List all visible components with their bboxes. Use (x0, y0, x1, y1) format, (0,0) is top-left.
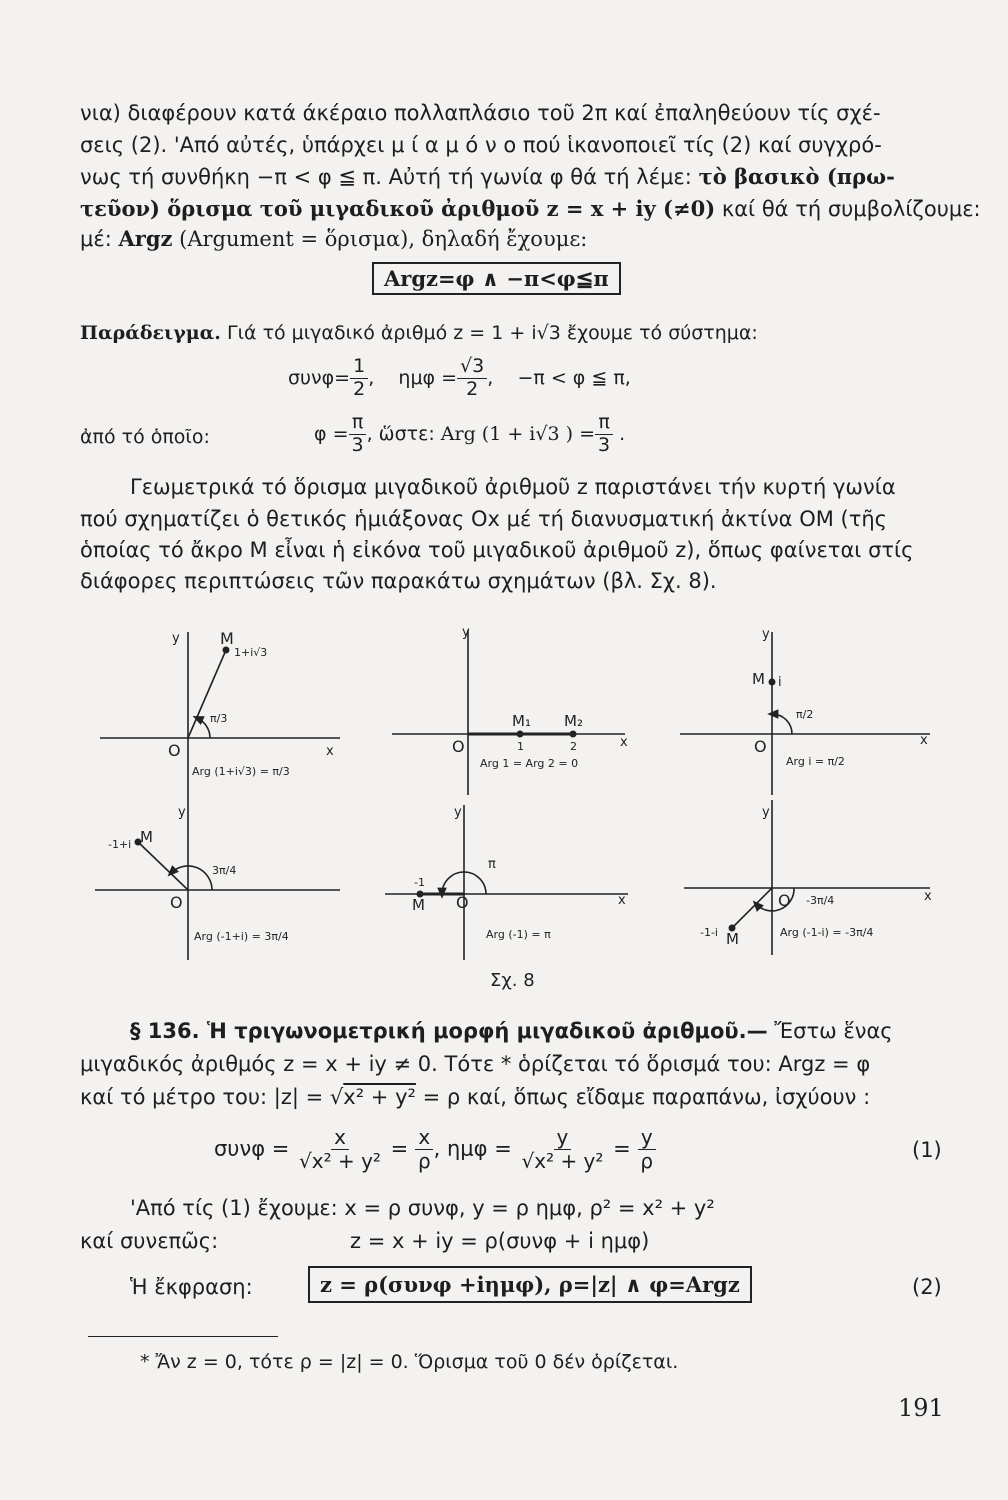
formula-1-tag: (1) (912, 1138, 942, 1162)
sin-fraction (457, 356, 487, 401)
definition-bold-1: τὸ βασικὸ (πρω- (698, 164, 895, 189)
example-label: Παράδειγμα. (80, 322, 221, 344)
arg-num: π (595, 412, 612, 435)
f-frac-3-den: √x² + y² (521, 1149, 604, 1173)
l3-radical: √ (329, 1085, 344, 1109)
section-line-5 (80, 1226, 218, 1256)
geo-line-4: διάφορες περιπτώσεις τῶν παρακάτω σχημάτων (βλ. Σχ. 8). (80, 569, 717, 593)
geo-line-3: ὁποίας τό ἄκρο M εἶναι ἡ εἰκόνα τοῦ μιγαδικοῦ ἀριθμοῦ z), ὅπως φαίνεται στίς (80, 538, 914, 562)
f5-y-label: y (454, 805, 462, 820)
f4-origin: O (170, 893, 183, 912)
phi-fraction (349, 412, 367, 457)
text-line-5 (80, 224, 587, 254)
f2-origin: O (452, 737, 465, 756)
phi-num: π (349, 412, 366, 435)
f-frac-2-num: x (415, 1126, 433, 1150)
f2-caption: Arg 1 = Arg 2 = 0 (480, 757, 579, 770)
figure-2 (392, 630, 625, 795)
f4-M-label: M (140, 828, 153, 846)
sin-lhs: ημφ = (398, 366, 458, 389)
cos-num: 1 (350, 356, 368, 379)
f1-caption: Arg (1+i√3) = π/3 (192, 765, 290, 778)
arg-den: 3 (598, 433, 611, 456)
f-frac-1 (296, 1126, 384, 1173)
f-frac-1-num: x (331, 1126, 349, 1150)
l3-c: = ρ καί, ὅπως εἴδαμε παραπάνω, ἰσχύουν : (415, 1085, 871, 1109)
f6-caption: Arg (-1-i) = -3π/4 (780, 926, 874, 939)
f5-x-label: x (618, 893, 626, 908)
f4-angle-label: 3π/4 (212, 864, 237, 877)
f5-M-label: M (412, 896, 425, 914)
figure-caption: Σχ. 8 (490, 970, 535, 991)
argz-symbol: Argz (118, 226, 173, 251)
text-line-1: νια) διαφέρουν κατά άκέραιο πολλαπλάσιο τοῦ 2π καί ἐπαληθεύουν τίς σχέ- (80, 101, 881, 125)
f4-angle-arc (171, 866, 212, 890)
text-line-4-b: καί θά τή συμβολίζουμε: (721, 197, 981, 221)
argz-definition-box: Argz=φ ∧ −π<φ≦π (372, 262, 621, 295)
sin-den: 2 (466, 377, 479, 400)
f2-point-M2 (570, 731, 577, 738)
f2-M1-label: M₁ (512, 712, 531, 730)
page-number: 191 (898, 1394, 944, 1422)
text-line-5-a: μέ: (80, 227, 112, 251)
l5-a: καί συνεπῶς: (80, 1229, 219, 1253)
f2-tick-1: 1 (517, 740, 524, 753)
phi-lhs: φ = (314, 422, 349, 445)
cos-fraction (350, 356, 368, 401)
f-frac-2 (415, 1126, 434, 1173)
example-text: Γιά τό μιγαδικό ἀριθμό z = 1 + i√3 ἔχουμε τό σύστημα: (226, 322, 758, 344)
section-heading-line (130, 1016, 893, 1046)
f2-y-label: y (462, 625, 470, 640)
phi-den: 3 (351, 433, 364, 456)
f-cos: συνφ = (214, 1136, 290, 1161)
l3-a: καί τό μέτρο του: |z| = (80, 1085, 330, 1109)
arg-fraction (595, 412, 613, 457)
f-frac-3 (518, 1126, 606, 1173)
f6-origin: O (778, 891, 791, 910)
f-frac-3-num: y (554, 1126, 572, 1150)
f4-z-label: -1+i (108, 838, 132, 851)
f1-x-label: x (326, 744, 334, 759)
f-frac-2-den: ρ (417, 1149, 431, 1173)
f4-radius (138, 842, 188, 890)
f1-M-label: M (220, 629, 234, 648)
f6-M-label: M (726, 930, 739, 948)
f1-y-label: y (172, 631, 180, 646)
section-line-4: 'Από τίς (1) ἔχουμε: x = ρ συνφ, y = ρ ημφ, ρ² = x² + y² (130, 1196, 715, 1220)
f4-caption: Arg (-1+i) = 3π/4 (194, 930, 289, 943)
footnote-rule (88, 1336, 278, 1337)
f5-angle-label: π (488, 857, 496, 872)
f-eq-2: = (613, 1136, 631, 1161)
text-line-3-a: νως τή συνθήκη −π < φ ≦ π. Αὐτή τή γωνία φ θά τή λέμε: (80, 165, 692, 189)
f6-z-label: -1-i (700, 926, 718, 939)
f3-caption: Arg i = π/2 (786, 755, 845, 768)
f6-x-label: x (924, 889, 932, 904)
f3-angle-arc (772, 714, 792, 734)
f1-z-label: 1+i√3 (234, 646, 268, 659)
f6-radius (732, 888, 772, 928)
text-line-5-b: (Argument = ὅρισμα), δηλαδή ἔχουμε: (179, 227, 588, 251)
f2-point-M1 (517, 731, 524, 738)
example-line (80, 318, 758, 348)
formula-2-tag: (2) (912, 1275, 942, 1299)
f-eq-1: = (390, 1136, 409, 1161)
cos-lhs: συνφ= (288, 366, 351, 389)
text-line-2: σεις (2). 'Από αὐτές, ὑπάρχει μ ί α μ ό ν ο πού ἱκανοποιεῖ τίς (2) καί συγχρό- (80, 133, 882, 157)
section-line-3 (80, 1082, 870, 1112)
f-sin: , ημφ = (433, 1136, 512, 1161)
f5-caption: Arg (-1) = π (486, 928, 551, 941)
phi-range: −π < φ ≦ π, (517, 366, 631, 389)
example-system: συνφ= $\frac{1}{2}$ , ημφ = $\frac{√3}{2}$ , −π < φ ≦ π, (288, 355, 631, 400)
f2-tick-2: 2 (570, 740, 577, 753)
f5-origin: O (456, 893, 469, 912)
f6-angle-label: -3π/4 (806, 894, 835, 907)
arg-lhs: Arg (1 + i√3 ) = (440, 422, 595, 445)
text-line-3 (80, 162, 895, 192)
section-l1: Ἔστω ἕνας (774, 1019, 893, 1043)
f6-y-label: y (762, 805, 770, 820)
f1-angle-label: π/3 (210, 712, 228, 725)
formula-1 (214, 1126, 656, 1173)
definition-bold-2: τεῦον) ὅρισμα τοῦ μιγαδικοῦ ἀριθμοῦ z = x + iy (≠0) (80, 196, 716, 221)
text-line-4 (80, 194, 981, 224)
f-frac-4 (637, 1126, 656, 1173)
hence-text: , ὥστε: (366, 422, 435, 445)
f4-y-label: y (178, 805, 186, 820)
f3-M-label: M (752, 670, 765, 688)
f3-x-label: x (920, 733, 928, 748)
f3-origin: O (754, 737, 767, 756)
f1-angle-arc (197, 718, 210, 738)
f2-M2-label: M₂ (564, 712, 583, 730)
expression-label: Ἡ ἔκφραση: (130, 1275, 253, 1299)
geo-line-1: Γεωμετρικά τό ὅρισμα μιγαδικοῦ ἀριθμοῦ z παριστάνει τήν κυρτή γωνία (130, 475, 896, 499)
l5-b: z = x + iy = ρ(συνφ + i ημφ) (350, 1229, 650, 1253)
f3-point-M (769, 679, 776, 686)
f3-y-label: y (762, 627, 770, 642)
figure-8 (0, 610, 1008, 1000)
section-title: § 136. Ἡ τριγωνομετρική μορφή μιγαδικοῦ ἀριθμοῦ.— (130, 1019, 768, 1043)
cos-den: 2 (353, 377, 366, 400)
f3-z-label: i (778, 675, 782, 690)
trig-form-box: z = ρ(συνφ +iημφ), ρ=|z| ∧ φ=Argz (308, 1266, 752, 1303)
f3-angle-label: π/2 (796, 708, 814, 721)
f1-origin: O (168, 741, 181, 760)
phi-result: φ = $\frac{\pi}{3}$ , ὥστε: Arg (1 + i√3 ) = $\frac{\pi}{3}$ . (314, 411, 626, 456)
section-line-2: μιγαδικός ἀριθμός z = x + iy ≠ 0. Τότε * ὁρίζεται τό ὅρισμά του: Argz = φ (80, 1052, 871, 1076)
geo-line-2: πού σχηματίζει ὁ θετικός ἡμιάξονας Ox μέ τή διανυσματική ἀκτίνα OM (τῆς (80, 507, 887, 531)
from-which: ἀπό τό ὁποῖο: (80, 426, 210, 448)
f-frac-4-num: y (638, 1126, 656, 1150)
footnote: * Ἄν z = 0, τότε ρ = |z| = 0. Ὅρισμα τοῦ 0 δέν ὁρίζεται. (140, 1351, 679, 1373)
f2-x-label: x (620, 735, 628, 750)
f-frac-1-den: √x² + y² (299, 1149, 381, 1173)
l3-radicand: x² + y² (343, 1085, 416, 1109)
sin-num: √3 (457, 356, 487, 379)
f5-tick: -1 (414, 876, 425, 889)
f-frac-4-den: ρ (640, 1149, 654, 1173)
